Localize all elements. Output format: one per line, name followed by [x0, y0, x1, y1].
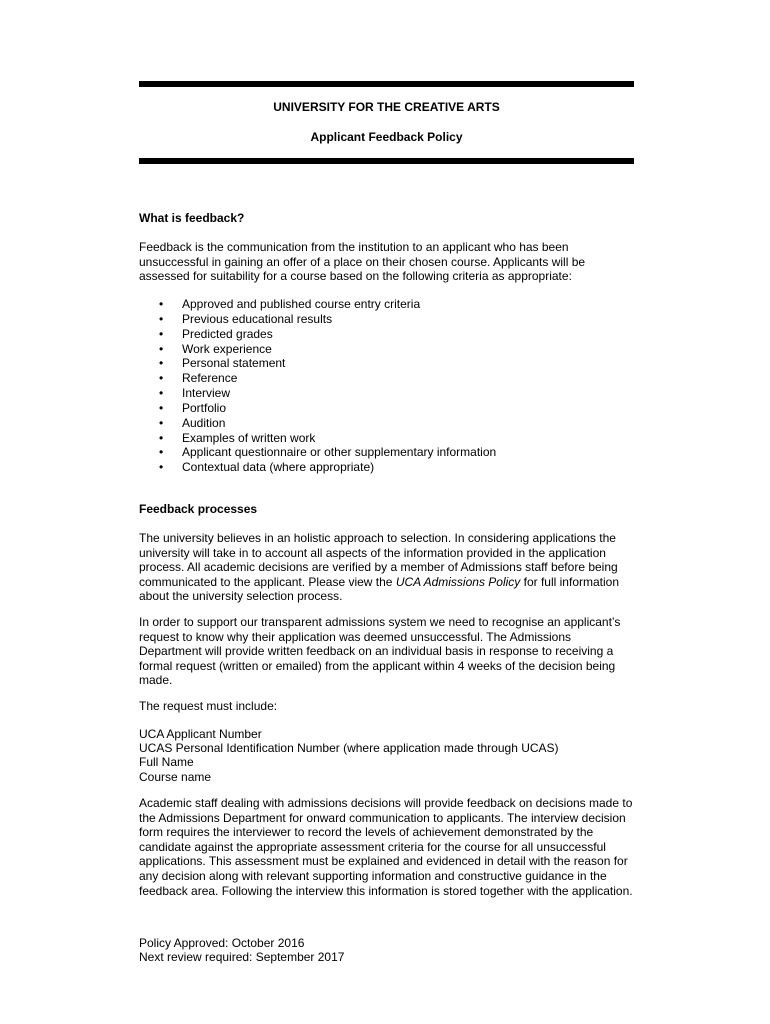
- section-heading-feedback-processes: Feedback processes: [139, 502, 258, 516]
- organization-title: UNIVERSITY FOR THE CREATIVE ARTS: [273, 100, 500, 114]
- bottom-rule: [139, 158, 634, 164]
- bullet-icon: •: [159, 341, 164, 356]
- bullet-icon: •: [159, 326, 164, 341]
- list-item: • Audition: [159, 415, 226, 430]
- policy-approved-date: Policy Approved: October 2016: [139, 936, 305, 950]
- list-item: • Previous educational results: [159, 311, 333, 326]
- list-item: • Interview: [159, 386, 231, 401]
- list-item: • Predicted grades: [159, 326, 273, 341]
- bullet-icon: •: [159, 415, 164, 430]
- list-item: • Portfolio: [159, 400, 227, 415]
- bullet-icon: •: [159, 460, 164, 475]
- bullet-icon: •: [159, 297, 164, 311]
- top-rule: [139, 81, 634, 87]
- bullet-icon: •: [159, 356, 164, 371]
- transparency-paragraph: In order to support our transparent admissions system we need to recognise an applicant’s request to know why their application was deemed unsuccessful. The Admissions Department will provide written feedback on an individual basis in response to receiving a formal request (written or emailed) from the applicant within 4 weeks of the decision being made.: [139, 615, 621, 688]
- academic-staff-paragraph: Academic staff dealing with admissions decisions will provide feedback on decisions made to the Admissions Department for onward communication to applicants. The interview decision form requires the interviewer to record the levels of achievement demonstrated by the candidate against the appropriate assessment criteria for the course for all unsuccessful applications. This assessment must be explained and evidenced in detail with the reason for any decision along with relevant supporting information and constructive guidance in the feedback area. Following the interview this information is stored together with the application.: [139, 796, 633, 898]
- bullet-icon: •: [159, 430, 164, 445]
- bullet-icon: •: [159, 386, 164, 401]
- list-item: • Work experience: [159, 341, 272, 356]
- next-review-date: Next review required: September 2017: [139, 950, 345, 965]
- holistic-approach-paragraph: The university believes in an holistic approach to selection. In considering applications the university will take in to account all aspects of the information provided in the application process. All academic decisions are verified by a member of Admissions staff before being communicated to the applicant. Please view the UCA Admissions Policy for full information about the university selection process.: [139, 531, 620, 604]
- list-item: UCAS Personal Identification Number (where application made through UCAS): [139, 741, 559, 756]
- list-item: • Personal statement: [159, 356, 286, 371]
- feedback-definition-paragraph: Feedback is the communication from the institution to an applicant who has been unsuccessful in gaining an offer of a place on their chosen course. Applicants will be assessed for suitability for a course based on the following criteria as appropriate:: [139, 240, 586, 284]
- list-item: • Contextual data (where appropriate): [159, 460, 375, 475]
- bullet-icon: •: [159, 445, 164, 460]
- admissions-policy-reference: UCA Admissions Policy: [395, 574, 521, 589]
- list-item: Full Name: [139, 755, 194, 770]
- policy-footer: [139, 936, 634, 964]
- list-item: • Approved and published course entry criteria: [159, 297, 421, 311]
- list-item: Course name: [139, 769, 212, 784]
- bullet-icon: •: [159, 400, 164, 415]
- list-item: UCA Applicant Number: [139, 727, 262, 741]
- list-item: • Examples of written work: [159, 430, 316, 445]
- list-item: • Reference: [159, 371, 238, 386]
- document-title: Applicant Feedback Policy: [310, 130, 463, 144]
- bullet-icon: •: [159, 371, 164, 386]
- request-intro: The request must include:: [139, 699, 278, 713]
- bullet-icon: •: [159, 311, 164, 326]
- list-item: • Applicant questionnaire or other supplementary information: [159, 445, 497, 460]
- criteria-list: [139, 297, 634, 475]
- section-heading-what-is-feedback: What is feedback?: [139, 211, 245, 225]
- request-requirements-list: [139, 727, 634, 784]
